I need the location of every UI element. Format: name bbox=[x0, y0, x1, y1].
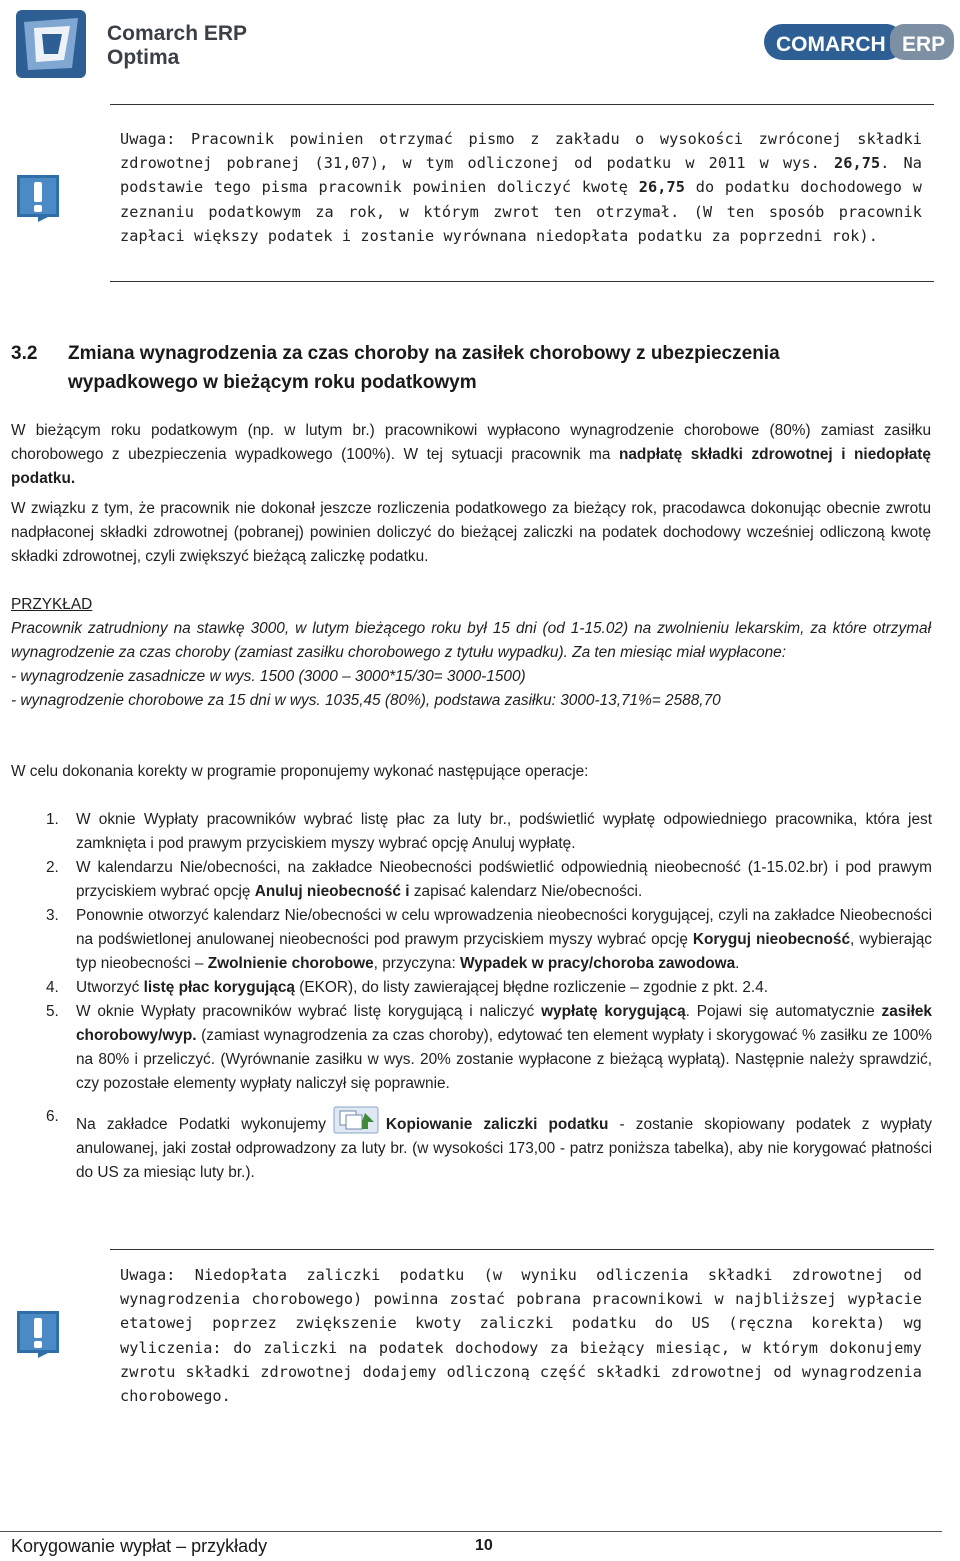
note-top-rule bbox=[110, 1249, 934, 1250]
paragraph-2: W związku z tym, że pracownik nie dokonał jeszcze rozliczenia podatkowego za bieżący rok, pracodawca dokonując obecnie zwrotu nadpłaconej składki zdrowotnej (pobranej) powinien doliczyć do bieżącej zaliczki na podatek dochodowy wcześniej odliczoną kwotę składki zdrowotnej, czyli zwiększyć bieżącą zaliczkę podatku. bbox=[11, 500, 931, 565]
product-line1: Comarch ERP bbox=[107, 22, 248, 45]
list-item: 3. Ponownie otworzyć kalendarz Nie/obecności w celu wprowadzenia nieobecności korygującej, czyli na zakładce Nieobecności na podświetlonej anulowanej nieobecności pod prawym przyciskiem myszy wybrać opcję Koryguj nieobecność, wybierając typ nieobecności – Zwolnienie chorobowe, przyczyna: Wypadek w pracy/choroba zawodowa. bbox=[46, 907, 932, 972]
comarch-erp-optima-logo bbox=[14, 8, 254, 80]
page-number: 10 bbox=[475, 1537, 493, 1554]
note-bottom-rule bbox=[110, 281, 934, 282]
product-line2: Optima bbox=[107, 46, 180, 69]
list-item: 4. Utworzyć listę płac korygującą (EKOR), do listy zawierającej błędne rozliczenie – zgodnie z pkt. 2.4. bbox=[46, 979, 769, 996]
note1-text: Uwaga: Pracownik powinien otrzymać pismo z zakładu o wysokości zwróconej składki zdrowotnej pobranej (31,07), w tym odliczonej od podatku w 2011 w wys. 26,75. Na podstawie tego pisma pracownik powinien doliczyć kwotę 26,75 do podatku dochodowego w zeznaniu podatkowym za rok, w którym zwrot ten otrzymał. (W ten sposób pracownik zapłaci większy podatek i zostanie wyrównana niedopłata podatku za poprzedni rok). bbox=[120, 130, 922, 245]
copy-tax-advance-icon[interactable] bbox=[332, 1105, 380, 1135]
brand-left: COMARCH bbox=[776, 33, 886, 56]
list-item: 6. Na zakładce Podatki wykonujemy Kopiowanie zaliczki podatku - zostanie skopiowany podatek z wypłaty anulowanej, jaki został odprowadzony za luty br. (w wysokości 173,00 - patrz poniższa tabelka), aby nie korygować płatności do US za miesiąc luty br.). bbox=[46, 1105, 932, 1185]
example-text: Pracownik zatrudniony na stawkę 3000, w lutym bieżącego roku był 15 dni (od 1-15.02) na zwolnieniu lekarskim, za które otrzymał wynagrodzenie za czas choroby (zamiast zasiłku chorobowego z tytułu wypadku). Za ten miesiąc miał wypłacone: bbox=[11, 620, 931, 661]
example-label: PRZYKŁAD bbox=[11, 596, 93, 613]
section-number: 3.2 bbox=[11, 343, 38, 364]
note2-text: Uwaga: Niedopłata zaliczki podatku (w wyniku odliczenia składki zdrowotnej od wynagrodzenia chorobowego) powinna zostać pobrana pracownikowi w najbliższej wypłacie etatowej poprzez zwiększenie kwoty zaliczki podatku do US (ręczna korekta) wg wyliczenia: do zaliczki na podatek dochodowy za bieżący miesiąc, w którym dokonujemy zwrotu składki zdrowotnej dodajemy odliczoną część składki zdrowotnej od wynagrodzenia chorobowego. bbox=[120, 1266, 922, 1406]
list-item: 1. W oknie Wypłaty pracowników wybrać listę płac za luty br., podświetlić wypłatę odpowiedniego pracownika, która jest zamknięta i pod prawym przyciskiem myszy wybrać opcję Anuluj wypłatę. bbox=[46, 811, 932, 852]
note-top-rule bbox=[110, 104, 934, 105]
steps-list bbox=[46, 808, 932, 1185]
example-block bbox=[11, 593, 931, 713]
list-item: 5. W oknie Wypłaty pracowników wybrać listę korygującą i naliczyć wypłatę korygującą. Pojawi się automatycznie zasiłek chorobowy/wyp. (zamiast wynagrodzenia za czas choroby), edytować ten element wypłaty i skorygować % zasiłku ze 100% na 80% i przeliczyć. (Wyrównanie zasiłku w wys. 20% zostanie wypłacone z bieżącą wypłatą). Następnie należy sprawdzić, czy pozostałe elementy wypłaty naliczył się poprawnie. bbox=[46, 1003, 932, 1092]
exclamation-icon bbox=[14, 1308, 62, 1358]
paragraph-1: W bieżącym roku podatkowym (np. w lutym br.) pracownikowi wypłacono wynagrodzenie chorobowe (80%) zamiast zasiłku chorobowego z ubezpieczenia wypadkowego (100%). W tej sytuacji pracownik ma nadpłatę składki zdrowotnej i niedopłatę podatku. bbox=[11, 422, 931, 487]
optima-logo-icon bbox=[14, 8, 254, 80]
list-item: 2. W kalendarzu Nie/obecności, na zakładce Nieobecności podświetlić odpowiednią nieobecność (1-15.02.br) i pod prawym przyciskiem wybrać opcję Anuluj nieobecność i zapisać kalendarz Nie/obecności. bbox=[46, 859, 932, 900]
section-title: Zmiana wynagrodzenia za czas choroby na zasiłek chorobowy z ubezpieczenia wypadkowego w bieżącym roku podatkowym bbox=[68, 343, 780, 393]
steps-intro: W celu dokonania korekty w programie proponujemy wykonać następujące operacje: bbox=[11, 763, 589, 780]
exclamation-icon bbox=[14, 172, 62, 222]
comarch-erp-brand bbox=[764, 22, 956, 64]
example-line1: - wynagrodzenie zasadnicze w wys. 1500 (3000 – 3000*15/30= 3000-1500) bbox=[11, 668, 526, 685]
footer-rule bbox=[0, 1531, 942, 1532]
brand-right: ERP bbox=[902, 33, 946, 56]
example-line2: - wynagrodzenie chorobowe za 15 dni w wys. 1035,45 (80%), podstawa zasiłku: 3000-13,71%= 2588,70 bbox=[11, 692, 721, 709]
footer-title: Korygowanie wypłat – przykłady bbox=[11, 1536, 268, 1556]
section-heading bbox=[11, 339, 911, 399]
